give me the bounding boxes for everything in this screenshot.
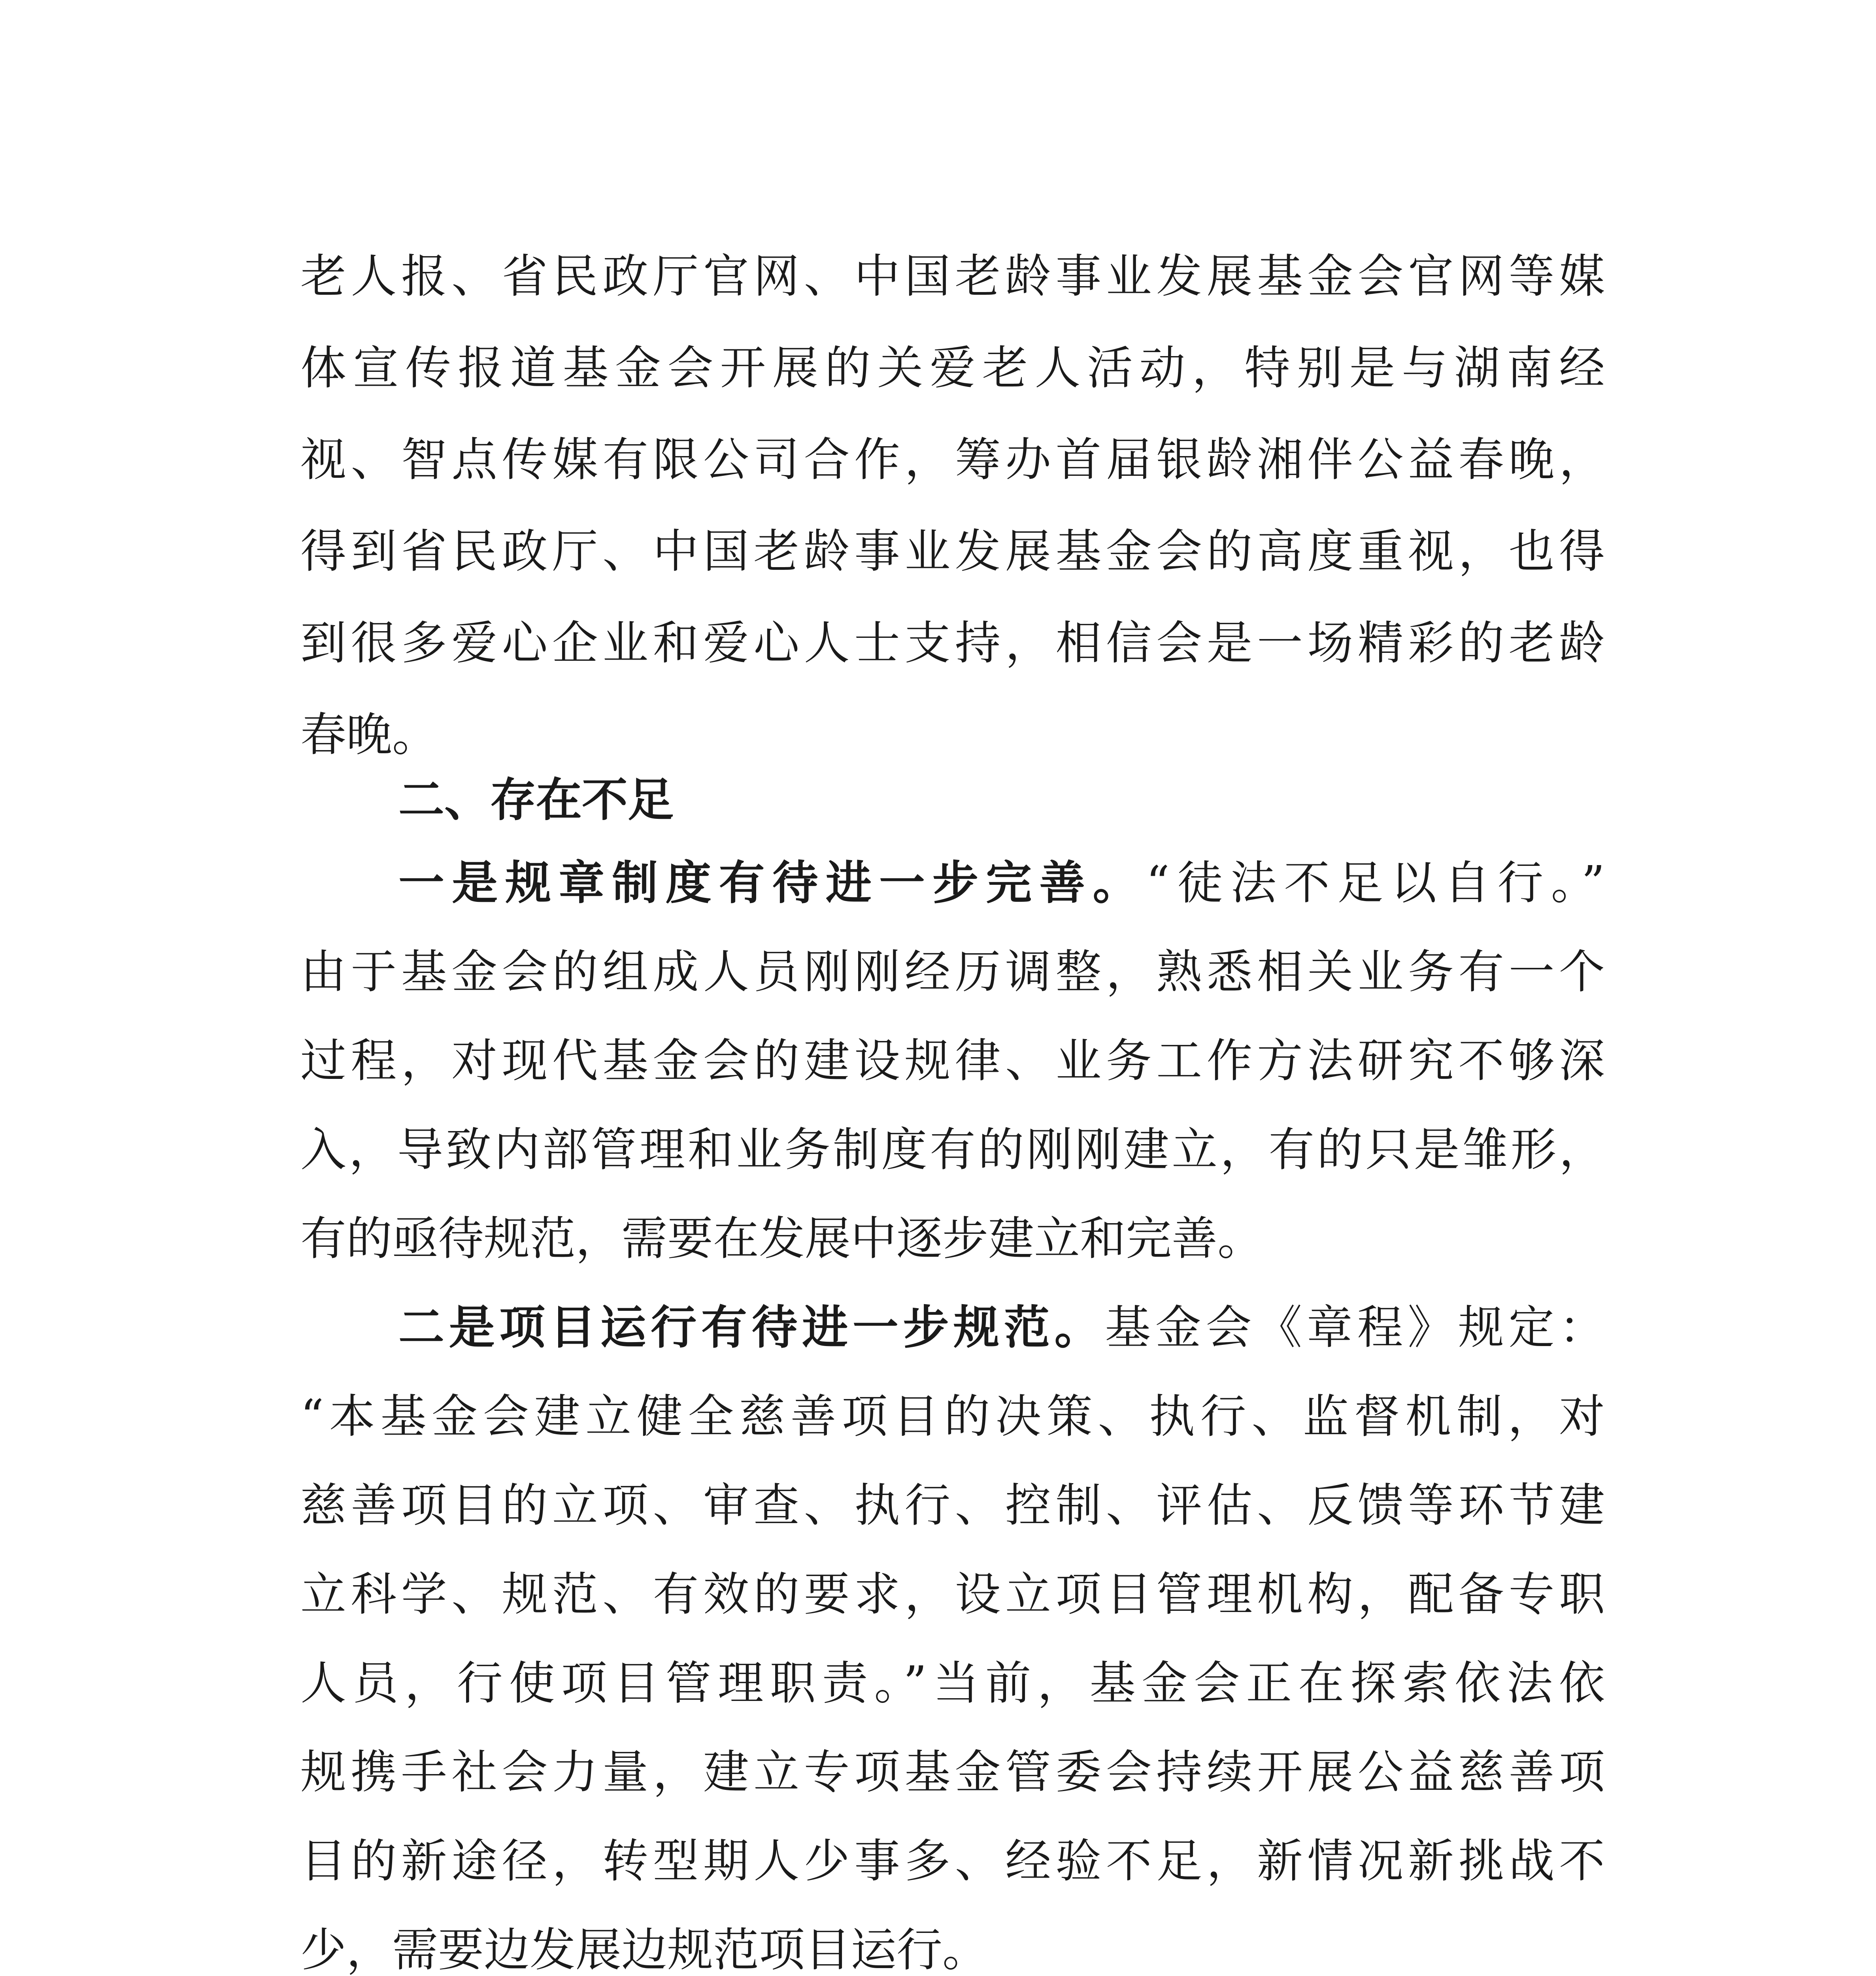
body-text-line: 入，导致内部管理和业务制度有的刚刚建立，有的只是雏形，: [300, 1123, 1605, 1177]
paragraph-first-line: [398, 1296, 1605, 1359]
body-text-line: 少，需要边发展边规范项目运行。: [300, 1923, 988, 1976]
body-text-line: 慈善项目的立项、审查、执行、控制、评估、反馈等环节建: [300, 1479, 1605, 1532]
body-text-line: 得到省民政厅、中国老龄事业发展基金会的高度重视，也得: [300, 525, 1605, 578]
body-text-line: 规携手社会力量，建立专项基金管委会持续开展公益慈善项: [300, 1746, 1605, 1799]
body-text-line: 有的亟待规范，需要在发展中逐步建立和完善。: [300, 1212, 1263, 1265]
body-text-line: 到很多爱心企业和爱心人士支持，相信会是一场精彩的老龄: [300, 617, 1605, 670]
body-text-line: 老人报、省民政厅官网、中国老龄事业发展基金会官网等媒: [300, 250, 1605, 303]
body-text-line: 立科学、规范、有效的要求，设立项目管理机构，配备专职: [300, 1568, 1605, 1621]
body-text-line: 人员，行使项目管理职责。”当前，基金会正在探索依法依: [300, 1657, 1605, 1710]
paragraph-lead: 一是规章制度有待进一步完善。: [398, 856, 1146, 910]
section-heading: 二、存在不足: [398, 773, 674, 827]
body-text-line: 春晚。: [300, 708, 438, 762]
body-text-line: 体宣传报道基金会开展的关爱老人活动，特别是与湖南经: [300, 341, 1605, 395]
body-text-line: 由于基金会的组成人员刚刚经历调整，熟悉相关业务有一个: [300, 945, 1605, 999]
paragraph-first-line: [398, 852, 1605, 915]
paragraph-text: “徒法不足以自行。”: [1146, 856, 1605, 910]
body-text-line: 过程，对现代基金会的建设规律、业务工作方法研究不够深: [300, 1034, 1605, 1088]
paragraph-lead: 二是项目运行有待进一步规范。: [398, 1301, 1105, 1354]
body-text-line: “本基金会建立健全慈善项目的决策、执行、监督机制，对: [300, 1390, 1605, 1443]
body-text-line: 目的新途径，转型期人少事多、经验不足，新情况新挑战不: [300, 1835, 1605, 1888]
paragraph-text: 基金会《章程》规定：: [1105, 1301, 1605, 1354]
body-text-line: 视、智点传媒有限公司合作，筹办首届银龄湘伴公益春晚，: [300, 433, 1605, 486]
